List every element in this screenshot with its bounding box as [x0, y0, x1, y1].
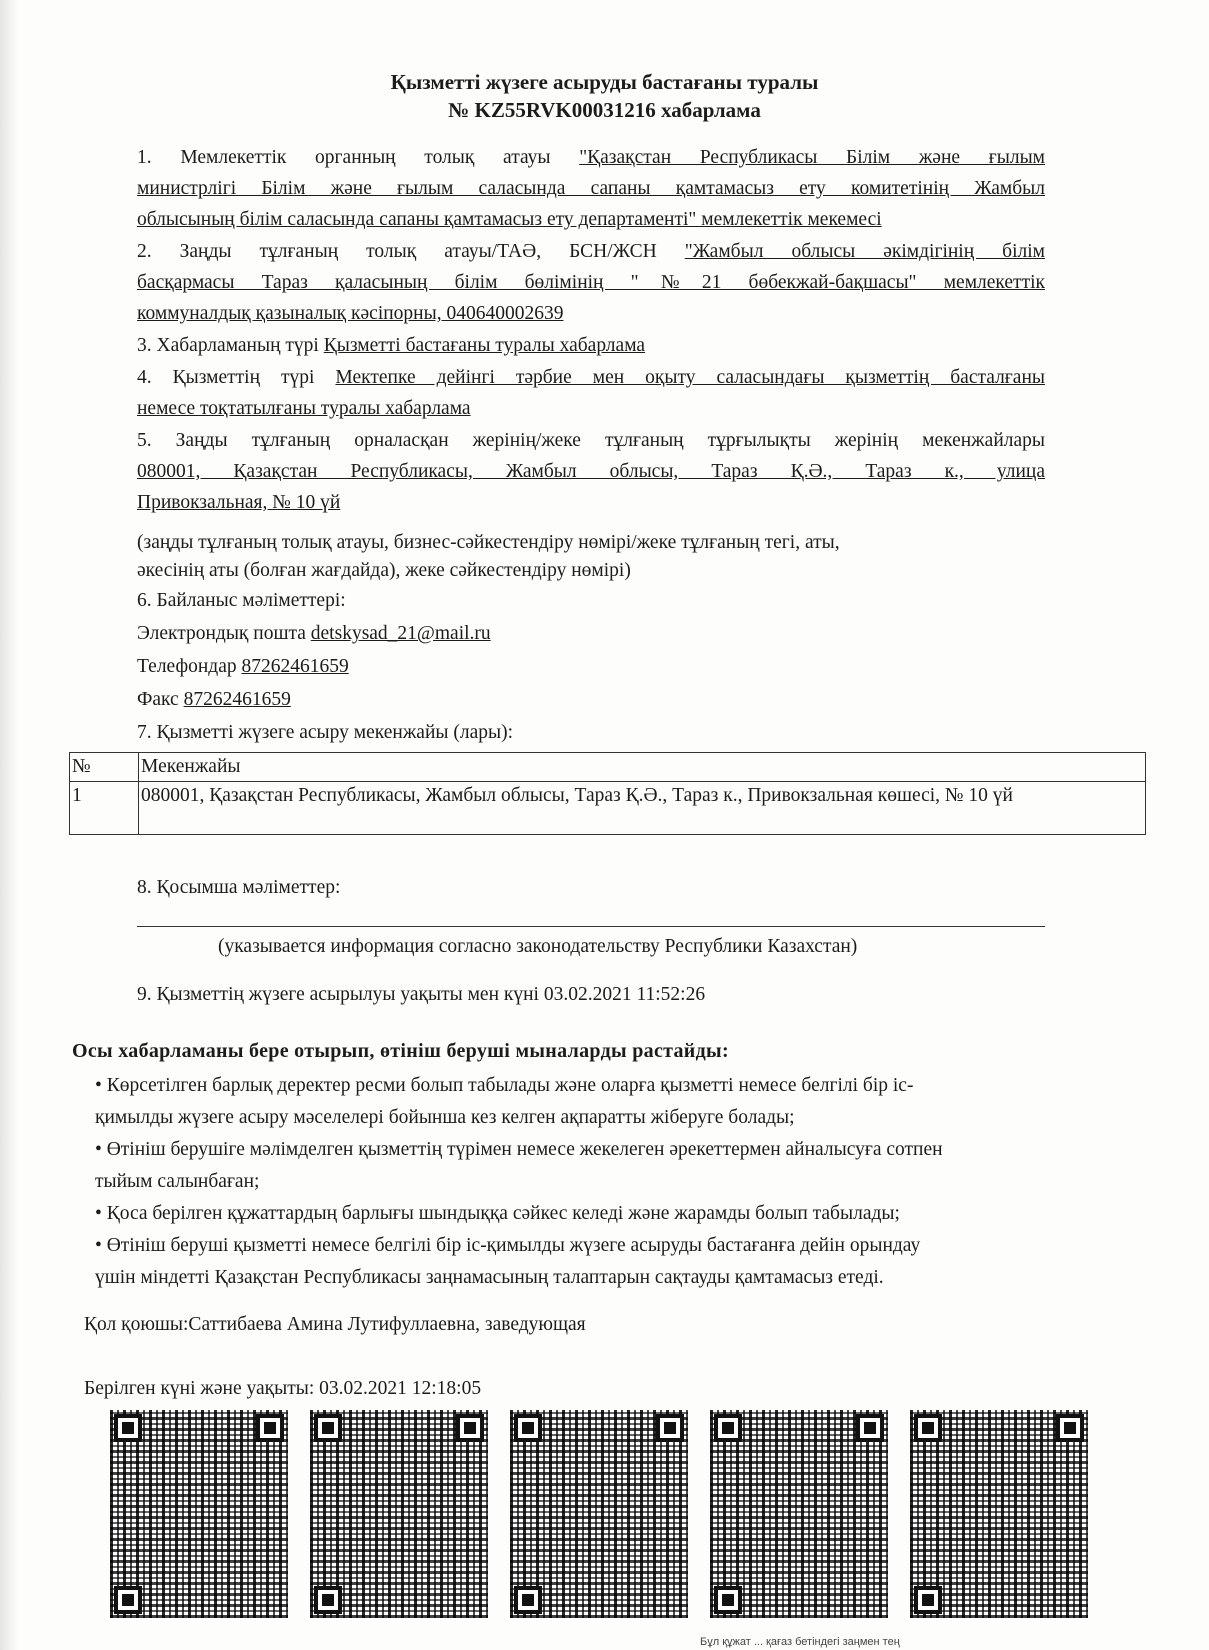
item-4-activity-type: 4. Қызметтің түрі Мектепке дейінгі тәрбие мен оқыту саласындағы қызметтің басталғаны немесе тоқтатылғаны туралы хабарлама	[137, 367, 1045, 419]
qr-code-2	[310, 1410, 488, 1618]
extra-info-blank-line	[137, 926, 1045, 927]
confirmation-item-2-line1: • Өтініш берушіге мәлімделген қызметтің түрімен немесе жекелеген әрекеттермен айналысуға сотпен	[95, 1139, 943, 1160]
item-5-address: 5. Заңды тұлғаның орналасқан жерінің/жеке тұлғаның тұрғылықты жерінің мекенжайлары 080001, Қазақстан Республикасы, Жамбыл облысы, Тараз Қ.Ә., Тараз к., улица Привокзальная, № 10 үй	[137, 430, 1045, 513]
page-edge-shadow	[0, 0, 18, 1650]
issued-datetime: Берілген күні және уақыты: 03.02.2021 12:18:05	[84, 1378, 482, 1399]
item-2-legal-entity: 2. Заңды тұлғаның толық атауы/ТАӘ, БСН/ЖСН "Жамбыл облысы әкімдігінің білім басқармасы Тараз қаласының білім бөлімінің "№21 бөбекжай-бақшасы" мемлекеттік коммуналдық қазыналық кәсіпорны, 040640002639	[137, 241, 1045, 324]
confirmation-item-1-line2: қимылды жүзеге асыру мәселелері бойынша кез келген ақпаратты жіберуге болады;	[95, 1107, 795, 1128]
item-1-authority: 1. Мемлекеттік органның толық атауы "Қазақстан Республикасы Білім және ғылым министрлігі Білім және ғылым саласында сапаны қамтамасыз ету комитетінің Жамбыл облысының білім саласында сапаны қамтамасыз ету департаменті" мемлекеттік мекемесі	[137, 147, 1045, 230]
qr-code-3	[510, 1410, 688, 1618]
document-number: № KZ55RVK00031216 хабарлама	[448, 98, 761, 122]
address-note-line2: әкесінің аты (болған жағдайда), жеке сәйкестендіру нөмірі)	[137, 560, 631, 581]
addresses-table	[69, 752, 1146, 835]
confirmation-item-4-line2: үшін міндетті Қазақстан Республикасы заңнамасының талаптарын сақтауды қамтамасыз етеді.	[95, 1267, 884, 1288]
confirmation-item-1-line1: • Көрсетілген барлық деректер ресми болып табылады және оларға қызметті немесе белгілі бір іс-	[95, 1075, 914, 1096]
col-address-header: Мекенжайы	[139, 753, 1146, 782]
qr-code-4	[710, 1410, 888, 1618]
document-title: Қызметті жүзеге асыруды бастағаны туралы	[390, 70, 819, 94]
signatory: Қол қоюшы:Саттибаева Амина Лутифуллаевна, заведующая	[84, 1314, 586, 1335]
table-row	[70, 782, 1146, 835]
extra-info-hint: (указывается информация согласно законодательству Республики Казахстан)	[218, 936, 858, 957]
fax-value: 87262461659	[183, 689, 291, 710]
row-num: 1	[70, 782, 139, 835]
address-note-line1: (заңды тұлғаның толық атауы, бизнес-сәйкестендіру нөмірі/жеке тұлғаның тегі, аты,	[137, 532, 840, 553]
activity-addresses-heading: 7. Қызметті жүзеге асыру мекенжайы (лары):	[137, 722, 514, 743]
confirmation-item-4-line1: • Өтініш беруші қызметті немесе белгілі бір іс-қимылды жүзеге асыруды бастағанға дейін орындау	[95, 1235, 921, 1256]
phone-row: Телефондар 87262461659	[137, 656, 349, 677]
item-3-notification-type: 3. Хабарламаның түрі Қызметті бастағаны туралы хабарлама	[137, 335, 646, 356]
col-num-header: №	[70, 753, 139, 782]
row-address: 080001, Қазақстан Республикасы, Жамбыл облысы, Тараз Қ.Ә., Тараз к., Привокзальная көшесі, № 10 үй	[139, 782, 1146, 835]
activity-datetime: 9. Қызметтің жүзеге асырылуы уақыты мен күні 03.02.2021 11:52:26	[137, 984, 706, 1005]
confirmation-item-2-line2: тыйым салынбаған;	[95, 1171, 260, 1192]
table-header-row	[70, 753, 1146, 782]
footer-note: Бұл құжат ... қағаз бетіндегі заңмен тең	[700, 1636, 900, 1648]
confirmation-item-3: • Қоса берілген құжаттардың барлығы шындыққа сәйкес келеді және жарамды болып табылады;	[95, 1203, 900, 1224]
confirmation-heading: Осы хабарламаны бере отырып, өтініш беруші мыналарды растайды:	[72, 1040, 729, 1062]
qr-code-5	[910, 1410, 1088, 1618]
phone-value: 87262461659	[241, 656, 349, 677]
qr-code-1	[110, 1410, 288, 1618]
confirmation-list	[95, 1070, 1055, 1294]
contacts-heading: 6. Байланыс мәліметтері:	[137, 590, 346, 611]
email-row: Электрондық пошта detskysad_21@mail.ru	[137, 623, 491, 644]
fax-row: Факс 87262461659	[137, 689, 291, 710]
email-value[interactable]: detskysad_21@mail.ru	[310, 623, 491, 644]
extra-info-heading: 8. Қосымша мәліметтер:	[137, 877, 341, 898]
